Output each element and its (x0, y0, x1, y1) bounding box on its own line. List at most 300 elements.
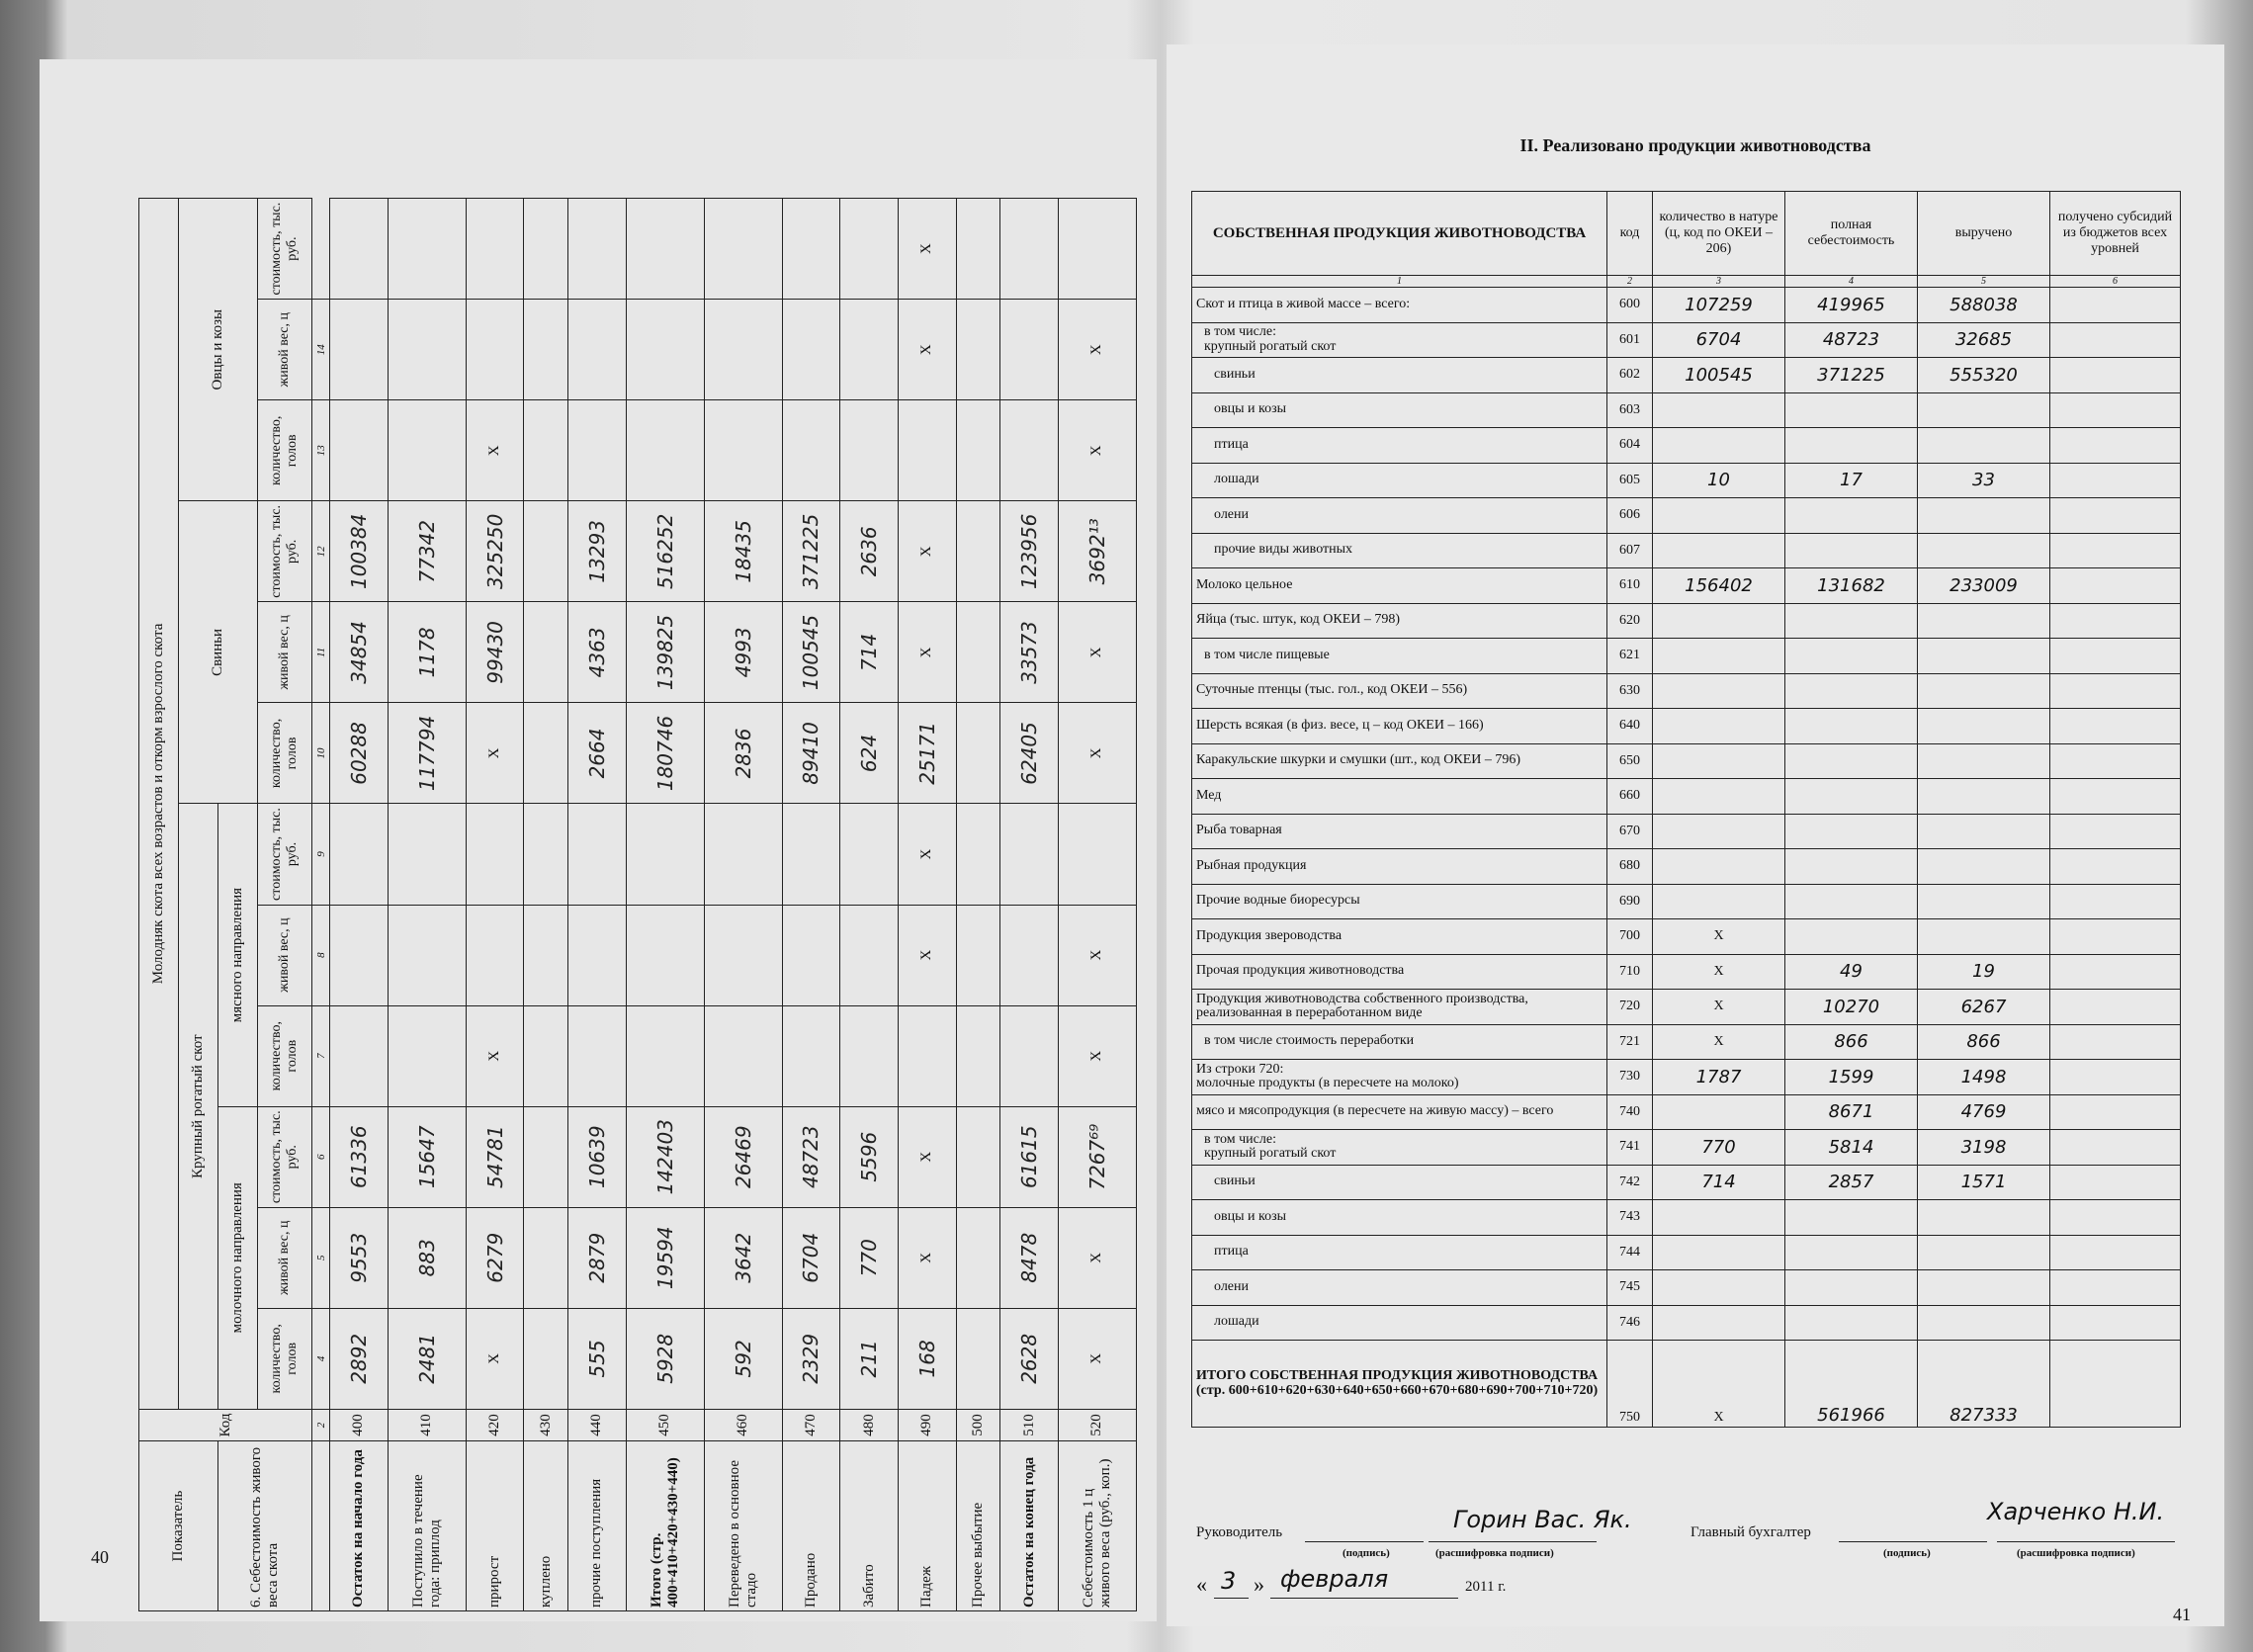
row-code: 721 (1607, 1024, 1653, 1060)
table-row (1192, 1165, 2181, 1200)
cell-cost (1785, 1305, 1918, 1341)
row-name: Суточные птенцы (тыс. гол., код ОКЕИ – 556) (1192, 673, 1607, 709)
cell-col-12: X (1058, 400, 1136, 501)
cell-qty (1653, 533, 1785, 568)
row-label: Падеж (898, 1441, 956, 1611)
cell-col-6 (567, 1005, 626, 1106)
cell-col-14: X (898, 199, 956, 300)
cell-col-5: 26469 (704, 1106, 782, 1207)
table-row (567, 199, 626, 1611)
cell-col-7 (704, 905, 782, 1005)
row-label: Переведено в основное стадо (704, 1441, 782, 1611)
cell-qty: X (1653, 1341, 1785, 1428)
cell-col-14 (466, 199, 524, 300)
cell-cost (1785, 603, 1918, 639)
cell-cost: 419965 (1785, 288, 1918, 323)
cell-col-4: 883 (388, 1207, 466, 1308)
cell-col-10: 4363 (567, 602, 626, 703)
cell-sub (2050, 498, 2181, 534)
cell-cost: 371225 (1785, 358, 1918, 393)
row-label: Итого (стр. 400+410+420+430+440) (626, 1441, 704, 1611)
row-name: в том числе пищевые (1192, 639, 1607, 674)
cell-col-11: 77342 (388, 501, 466, 602)
row-name: Прочие водные биоресурсы (1192, 884, 1607, 919)
row-code: 720 (1607, 990, 1653, 1025)
cell-col-11: X (898, 501, 956, 602)
cell-sub (2050, 849, 2181, 885)
cell-qty (1653, 743, 1785, 779)
table-row (1192, 709, 2181, 744)
accountant-name-caption: (расшифровка подписи) (2017, 1547, 2135, 1559)
cell-col-7 (524, 905, 568, 1005)
date-day: 3 (1221, 1567, 1237, 1595)
column-number-empty (312, 1441, 330, 1611)
cell-cost: 1599 (1785, 1060, 1918, 1095)
cell-col-12 (840, 400, 899, 501)
cell-cost (1785, 814, 1918, 849)
cell-qty (1653, 673, 1785, 709)
row-name: Продукция животноводства собственного производства, реализованная в переработанном виде (1192, 990, 1607, 1025)
cell-col-12 (1000, 400, 1059, 501)
table-row (1192, 919, 2181, 955)
cell-col-12 (388, 400, 466, 501)
table-row (898, 199, 956, 1611)
cell-qty (1653, 1305, 1785, 1341)
left-page (40, 59, 1157, 1621)
cell-sub (2050, 1235, 2181, 1270)
cell-col-13 (330, 300, 389, 400)
livestock-cost-table (138, 198, 1137, 1611)
cell-qty (1653, 428, 1785, 464)
row-name: в том числе: крупный рогатый скот (1192, 322, 1607, 358)
cell-cost: 8671 (1785, 1094, 1918, 1130)
cell-col-4: 19594 (626, 1207, 704, 1308)
row-code: 640 (1607, 709, 1653, 744)
cell-rev: 33 (1918, 463, 2050, 498)
cell-col-11: 13293 (567, 501, 626, 602)
cell-col-14 (567, 199, 626, 300)
table-row (1192, 1235, 2181, 1270)
column-number: 2 (312, 1409, 330, 1440)
cell-cost: 48723 (1785, 322, 1918, 358)
header-product: СОБСТВЕННАЯ ПРОДУКЦИЯ ЖИВОТНОВОДСТВА (1192, 192, 1607, 276)
row-code: 606 (1607, 498, 1653, 534)
cell-col-5: 61336 (330, 1106, 389, 1207)
cell-qty: 156402 (1653, 568, 1785, 604)
column-number: 1 (1192, 276, 1607, 288)
accountant-signature-line (1839, 1496, 1987, 1542)
cell-col-12 (626, 400, 704, 501)
cell-col-8 (956, 804, 1000, 905)
cell-qty (1653, 1200, 1785, 1236)
cell-cost (1785, 919, 1918, 955)
cell-rev (1918, 533, 2050, 568)
row-code: 460 (704, 1409, 782, 1440)
cell-col-12 (524, 400, 568, 501)
cell-qty: 770 (1653, 1130, 1785, 1166)
cell-sub (2050, 358, 2181, 393)
cell-col-7 (567, 905, 626, 1005)
cell-cost (1785, 779, 1918, 815)
cell-col-9: 2836 (704, 703, 782, 804)
cell-col-4: 6279 (466, 1207, 524, 1308)
row-name: Рыбная продукция (1192, 849, 1607, 885)
cell-col-12 (782, 400, 840, 501)
cell-sub (2050, 533, 2181, 568)
cell-sub (2050, 954, 2181, 990)
cell-col-3: 5928 (626, 1308, 704, 1409)
cell-col-9: 89410 (782, 703, 840, 804)
row-name: птица (1192, 1235, 1607, 1270)
cell-qty: 10 (1653, 463, 1785, 498)
cell-col-4: 9553 (330, 1207, 389, 1308)
cell-col-8 (704, 804, 782, 905)
cell-col-10: 34854 (330, 602, 389, 703)
table-row (1192, 533, 2181, 568)
cell-cost: 17 (1785, 463, 1918, 498)
row-label: Остаток на начало года (330, 1441, 389, 1611)
cell-col-9: 117794 (388, 703, 466, 804)
cell-col-5: 5596 (840, 1106, 899, 1207)
cell-cost (1785, 884, 1918, 919)
cell-col-13 (704, 300, 782, 400)
section-title: II. Реализовано продукции животноводства (1519, 135, 1871, 155)
cell-col-7 (956, 905, 1000, 1005)
cell-col-9: X (1058, 703, 1136, 804)
cell-rev (1918, 814, 2050, 849)
cell-col-9: 60288 (330, 703, 389, 804)
cell-qty (1653, 603, 1785, 639)
cell-col-13 (626, 300, 704, 400)
cell-col-11: 516252 (626, 501, 704, 602)
row-code: 490 (898, 1409, 956, 1440)
cell-col-5: 7267⁶⁹ (1058, 1106, 1136, 1207)
row-name: овцы и козы (1192, 392, 1607, 428)
header-group-title: 6. Себестоимость живого веса скота (218, 1441, 312, 1611)
cell-col-10: 99430 (466, 602, 524, 703)
cell-col-13: X (1058, 300, 1136, 400)
row-label: Поступило в течение года: приплод (388, 1441, 466, 1611)
cell-rev (1918, 884, 2050, 919)
row-code: 600 (1607, 288, 1653, 323)
cell-col-6 (1000, 1005, 1059, 1106)
row-name: Из строки 720: молочные продукты (в пересчете на молоко) (1192, 1060, 1607, 1095)
cell-col-12 (330, 400, 389, 501)
cell-col-14 (626, 199, 704, 300)
row-code: 741 (1607, 1130, 1653, 1166)
cell-col-14 (1058, 199, 1136, 300)
cell-rev: 827333 (1918, 1341, 2050, 1428)
cell-col-8 (782, 804, 840, 905)
cell-rev: 6267 (1918, 990, 2050, 1025)
header-pigs: Свиньи (179, 501, 258, 804)
cell-col-8 (466, 804, 524, 905)
cell-qty: 714 (1653, 1165, 1785, 1200)
table-row (1192, 1094, 2181, 1130)
table-row (840, 199, 899, 1611)
cell-rev: 555320 (1918, 358, 2050, 393)
row-code: 744 (1607, 1235, 1653, 1270)
row-code: 610 (1607, 568, 1653, 604)
cell-cost (1785, 743, 1918, 779)
row-name: олени (1192, 1270, 1607, 1306)
column-number: 4 (1785, 276, 1918, 288)
row-code: 730 (1607, 1060, 1653, 1095)
table-row (1192, 603, 2181, 639)
header-subsidies: получено субсидий из бюджетов всех уровней (2050, 192, 2181, 276)
cell-col-11: 18435 (704, 501, 782, 602)
left-table-wrapper (138, 198, 1137, 1611)
cell-rev (1918, 919, 2050, 955)
row-name: овцы и козы (1192, 1200, 1607, 1236)
cell-col-10: 100545 (782, 602, 840, 703)
cell-col-3: 2628 (1000, 1308, 1059, 1409)
cell-sub (2050, 288, 2181, 323)
cell-col-4: 8478 (1000, 1207, 1059, 1308)
cell-col-10: 1178 (388, 602, 466, 703)
row-code: 742 (1607, 1165, 1653, 1200)
table-row (626, 199, 704, 1611)
cell-col-4: 6704 (782, 1207, 840, 1308)
accountant-name: Харченко Н.И. (1987, 1498, 2165, 1525)
cell-col-6 (704, 1005, 782, 1106)
cell-col-8 (1000, 804, 1059, 905)
row-code: 745 (1607, 1270, 1653, 1306)
cell-sub (2050, 603, 2181, 639)
cell-col-9 (956, 703, 1000, 804)
date-open-quote: « (1196, 1572, 1207, 1597)
cell-col-6 (898, 1005, 956, 1106)
column-number: 6 (312, 1106, 330, 1207)
cell-col-7 (330, 905, 389, 1005)
cell-qty (1653, 884, 1785, 919)
cell-col-6 (388, 1005, 466, 1106)
column-number: 5 (1918, 276, 2050, 288)
column-number: 14 (312, 300, 330, 400)
cell-rev (1918, 673, 2050, 709)
cell-col-8 (330, 804, 389, 905)
row-name: Прочая продукция животноводства (1192, 954, 1607, 990)
row-name: олени (1192, 498, 1607, 534)
head-name-caption: (расшифровка подписи) (1435, 1547, 1554, 1559)
table-row (1192, 639, 2181, 674)
row-code: 700 (1607, 919, 1653, 955)
cell-sub (2050, 392, 2181, 428)
row-code: 650 (1607, 743, 1653, 779)
row-code: 680 (1607, 849, 1653, 885)
row-name: прочие виды животных (1192, 533, 1607, 568)
table-row (1192, 1270, 2181, 1306)
row-name: Скот и птица в живой массе – всего: (1192, 288, 1607, 323)
header-revenue: выручено (1918, 192, 2050, 276)
cell-sub (2050, 463, 2181, 498)
cell-col-10: 33573 (1000, 602, 1059, 703)
cell-col-6 (840, 1005, 899, 1106)
column-number: 10 (312, 703, 330, 804)
subheader-5: стоимость, тыс. руб. (258, 1106, 312, 1207)
cell-qty (1653, 709, 1785, 744)
cell-col-10: X (1058, 602, 1136, 703)
cell-col-11: 2636 (840, 501, 899, 602)
table-row (1192, 1200, 2181, 1236)
cell-col-14 (524, 199, 568, 300)
cell-col-11 (956, 501, 1000, 602)
cell-col-13 (466, 300, 524, 400)
cell-cost (1785, 1270, 1918, 1306)
row-code: 450 (626, 1409, 704, 1440)
cell-col-13 (388, 300, 466, 400)
row-code: 710 (1607, 954, 1653, 990)
cell-rev (1918, 779, 2050, 815)
cell-col-7 (840, 905, 899, 1005)
cell-col-3 (956, 1308, 1000, 1409)
subheader-4: живой вес, ц (258, 1207, 312, 1308)
cell-col-14 (782, 199, 840, 300)
subheader-11: стоимость, тыс. руб. (258, 501, 312, 602)
cell-rev (1918, 603, 2050, 639)
row-code: 430 (524, 1409, 568, 1440)
sales-table (1191, 191, 2181, 1428)
table-row (1192, 1024, 2181, 1060)
cell-sub (2050, 428, 2181, 464)
cell-sub (2050, 1200, 2181, 1236)
cell-col-7: X (1058, 905, 1136, 1005)
row-name: Каракульские шкурки и смушки (шт., код ОКЕИ – 796) (1192, 743, 1607, 779)
row-name: Яйца (тыс. штук, код ОКЕИ – 798) (1192, 603, 1607, 639)
cell-qty: 100545 (1653, 358, 1785, 393)
row-code: 470 (782, 1409, 840, 1440)
cell-col-14 (388, 199, 466, 300)
row-code: 520 (1058, 1409, 1136, 1440)
left-table-rotated (138, 198, 1137, 1611)
cell-qty (1653, 392, 1785, 428)
row-code: 410 (388, 1409, 466, 1440)
cell-col-3: 168 (898, 1308, 956, 1409)
row-code: 420 (466, 1409, 524, 1440)
cell-col-8 (388, 804, 466, 905)
cell-cost: 10270 (1785, 990, 1918, 1025)
header-young-stock: Молодняк скота всех возрастов и откорм взрослого скота (139, 199, 179, 1410)
table-row (956, 199, 1000, 1611)
row-name: свиньи (1192, 358, 1607, 393)
table-row (388, 199, 466, 1611)
cell-cost (1785, 1200, 1918, 1236)
cell-cost: 561966 (1785, 1341, 1918, 1428)
row-name: лошади (1192, 463, 1607, 498)
row-label: куплено (524, 1441, 568, 1611)
row-name: Мед (1192, 779, 1607, 815)
cell-col-7: X (898, 905, 956, 1005)
cell-qty: X (1653, 990, 1785, 1025)
cell-rev (1918, 1305, 2050, 1341)
cell-qty: X (1653, 1024, 1785, 1060)
cell-col-13 (782, 300, 840, 400)
cell-col-11: 123956 (1000, 501, 1059, 602)
cell-sub (2050, 884, 2181, 919)
header-beef: мясного направления (218, 804, 258, 1106)
row-code: 607 (1607, 533, 1653, 568)
cell-col-10: 714 (840, 602, 899, 703)
row-name: ИТОГО СОБСТВЕННАЯ ПРОДУКЦИЯ ЖИВОТНОВОДСТВА (стр. 600+610+620+630+640+650+660+670+680+690+700+710+720) (1192, 1341, 1607, 1428)
cell-col-14 (704, 199, 782, 300)
cell-col-3: 2481 (388, 1308, 466, 1409)
row-code: 743 (1607, 1200, 1653, 1236)
row-name: птица (1192, 428, 1607, 464)
cell-col-14 (840, 199, 899, 300)
cell-cost: 5814 (1785, 1130, 1918, 1166)
cell-rev (1918, 498, 2050, 534)
cell-col-11 (524, 501, 568, 602)
row-code: 603 (1607, 392, 1653, 428)
cell-cost: 49 (1785, 954, 1918, 990)
subheader-13: живой вес, ц (258, 300, 312, 400)
head-sign-caption: (подпись) (1343, 1547, 1390, 1559)
date-month: февраля (1280, 1565, 1389, 1593)
cell-col-9: 2664 (567, 703, 626, 804)
right-page (1167, 44, 2224, 1626)
cell-col-13: X (898, 300, 956, 400)
row-code: 750 (1607, 1341, 1653, 1428)
cell-col-14 (1000, 199, 1059, 300)
cell-rev: 19 (1918, 954, 2050, 990)
row-label: прирост (466, 1441, 524, 1611)
column-number: 7 (312, 1005, 330, 1106)
accountant-sign-caption: (подпись) (1883, 1547, 1931, 1559)
cell-col-12 (898, 400, 956, 501)
cell-cost: 2857 (1785, 1165, 1918, 1200)
table-row (1192, 1305, 2181, 1341)
cell-sub (2050, 1024, 2181, 1060)
cell-col-6: X (466, 1005, 524, 1106)
column-number: 12 (312, 501, 330, 602)
subheader-7: живой вес, ц (258, 905, 312, 1005)
row-label: Забито (840, 1441, 899, 1611)
cell-col-3: 2329 (782, 1308, 840, 1409)
row-code: 480 (840, 1409, 899, 1440)
right-page-number: 41 (2173, 1605, 2191, 1624)
row-label: Остаток на конец года (1000, 1441, 1059, 1611)
cell-col-7 (466, 905, 524, 1005)
cell-sub (2050, 743, 2181, 779)
cell-cost (1785, 849, 1918, 885)
cell-col-3: 2892 (330, 1308, 389, 1409)
table-row (1192, 743, 2181, 779)
head-label: Руководитель (1196, 1524, 1283, 1540)
cell-col-5: 142403 (626, 1106, 704, 1207)
cell-col-5 (524, 1106, 568, 1207)
cell-col-10 (956, 602, 1000, 703)
table-row (704, 199, 782, 1611)
cell-col-7 (782, 905, 840, 1005)
cell-sub (2050, 1060, 2181, 1095)
cell-sub (2050, 1305, 2181, 1341)
cell-qty (1653, 1094, 1785, 1130)
row-code: 601 (1607, 322, 1653, 358)
row-code: 630 (1607, 673, 1653, 709)
cell-col-13 (840, 300, 899, 400)
table-row (1192, 463, 2181, 498)
column-number: 6 (2050, 276, 2181, 288)
cell-col-6 (330, 1005, 389, 1106)
cell-col-5: 15647 (388, 1106, 466, 1207)
cell-rev (1918, 1200, 2050, 1236)
cell-col-11: 325250 (466, 501, 524, 602)
cell-rev: 1498 (1918, 1060, 2050, 1095)
column-number: 11 (312, 602, 330, 703)
row-name: мясо и мясопродукция (в пересчете на живую массу) – всего (1192, 1094, 1607, 1130)
cell-col-3: 211 (840, 1308, 899, 1409)
cell-col-3 (524, 1308, 568, 1409)
